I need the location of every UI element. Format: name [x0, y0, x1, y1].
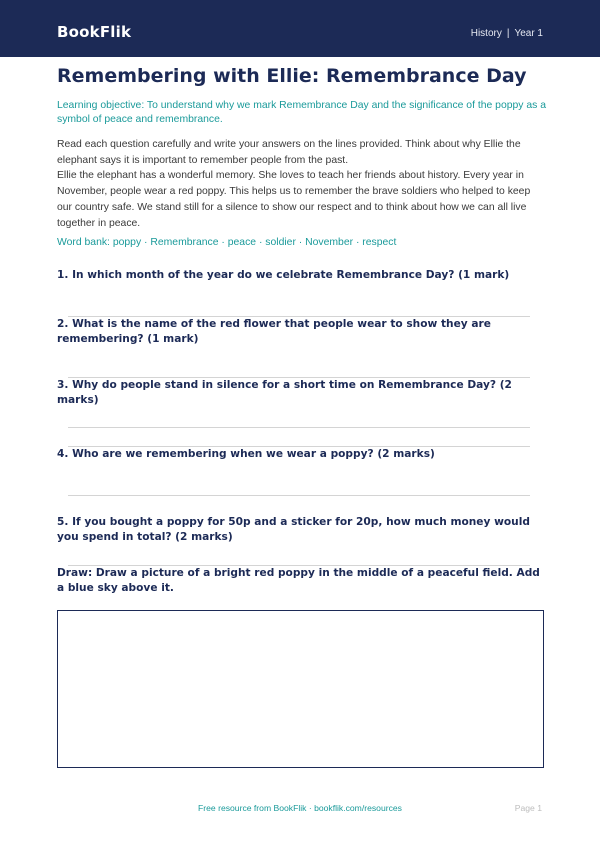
question-1: 1. In which month of the year do we celebrate Remembrance Day? (1 mark) [57, 269, 510, 281]
page-title: Remembering with Ellie: Remembrance Day [57, 65, 527, 87]
word-bank: Word bank: poppy · Remembrance · peace · soldier · November · respect [57, 237, 397, 248]
question-2: 2. What is the name of the red flower that people wear to show they are remembering? (1 mark) [57, 318, 491, 345]
breadcrumb [471, 28, 543, 39]
story-text: Ellie the elephant has a wonderful memory. She loves to teach her friends about history. Every year in November, people wear a red poppy. This helps us to remember the brave soldiers who helped to keep our country safe. We stand still for a silence to show our respect and to think about how we can all live together in peace. [57, 170, 531, 229]
page-header [0, 0, 600, 57]
page-number: Page 1 [514, 803, 542, 813]
learning-objective: Learning objective: To understand why we mark Remembrance Day and the significance of the poppy as a symbol of peace and remembrance. [57, 100, 547, 125]
question-5: 5. If you bought a poppy for 50p and a sticker for 20p, how much money would you spend in total? (2 marks) [57, 516, 530, 543]
brand-logo[interactable]: BookFlik [57, 23, 132, 41]
footer-resource-link[interactable]: Free resource from BookFlik · bookflik.com/resources [198, 803, 402, 813]
instructions-text: Read each question carefully and write your answers on the lines provided. Think about why Ellie the elephant says it is important to remember people from the past. [57, 139, 521, 166]
question-3: 3. Why do people stand in silence for a short time on Remembrance Day? (2 marks) [57, 379, 512, 406]
answer-line-3a[interactable] [68, 427, 530, 428]
breadcrumb-subject: History [470, 28, 502, 39]
answer-line-4[interactable] [68, 495, 530, 496]
breadcrumb-separator: | [506, 28, 510, 39]
drawing-box[interactable] [57, 610, 544, 768]
draw-prompt: Draw: Draw a picture of a bright red poppy in the middle of a peaceful field. Add a blue sky above it. [57, 567, 540, 594]
question-4: 4. Who are we remembering when we wear a poppy? (2 marks) [57, 448, 435, 460]
breadcrumb-year: Year 1 [514, 28, 543, 39]
